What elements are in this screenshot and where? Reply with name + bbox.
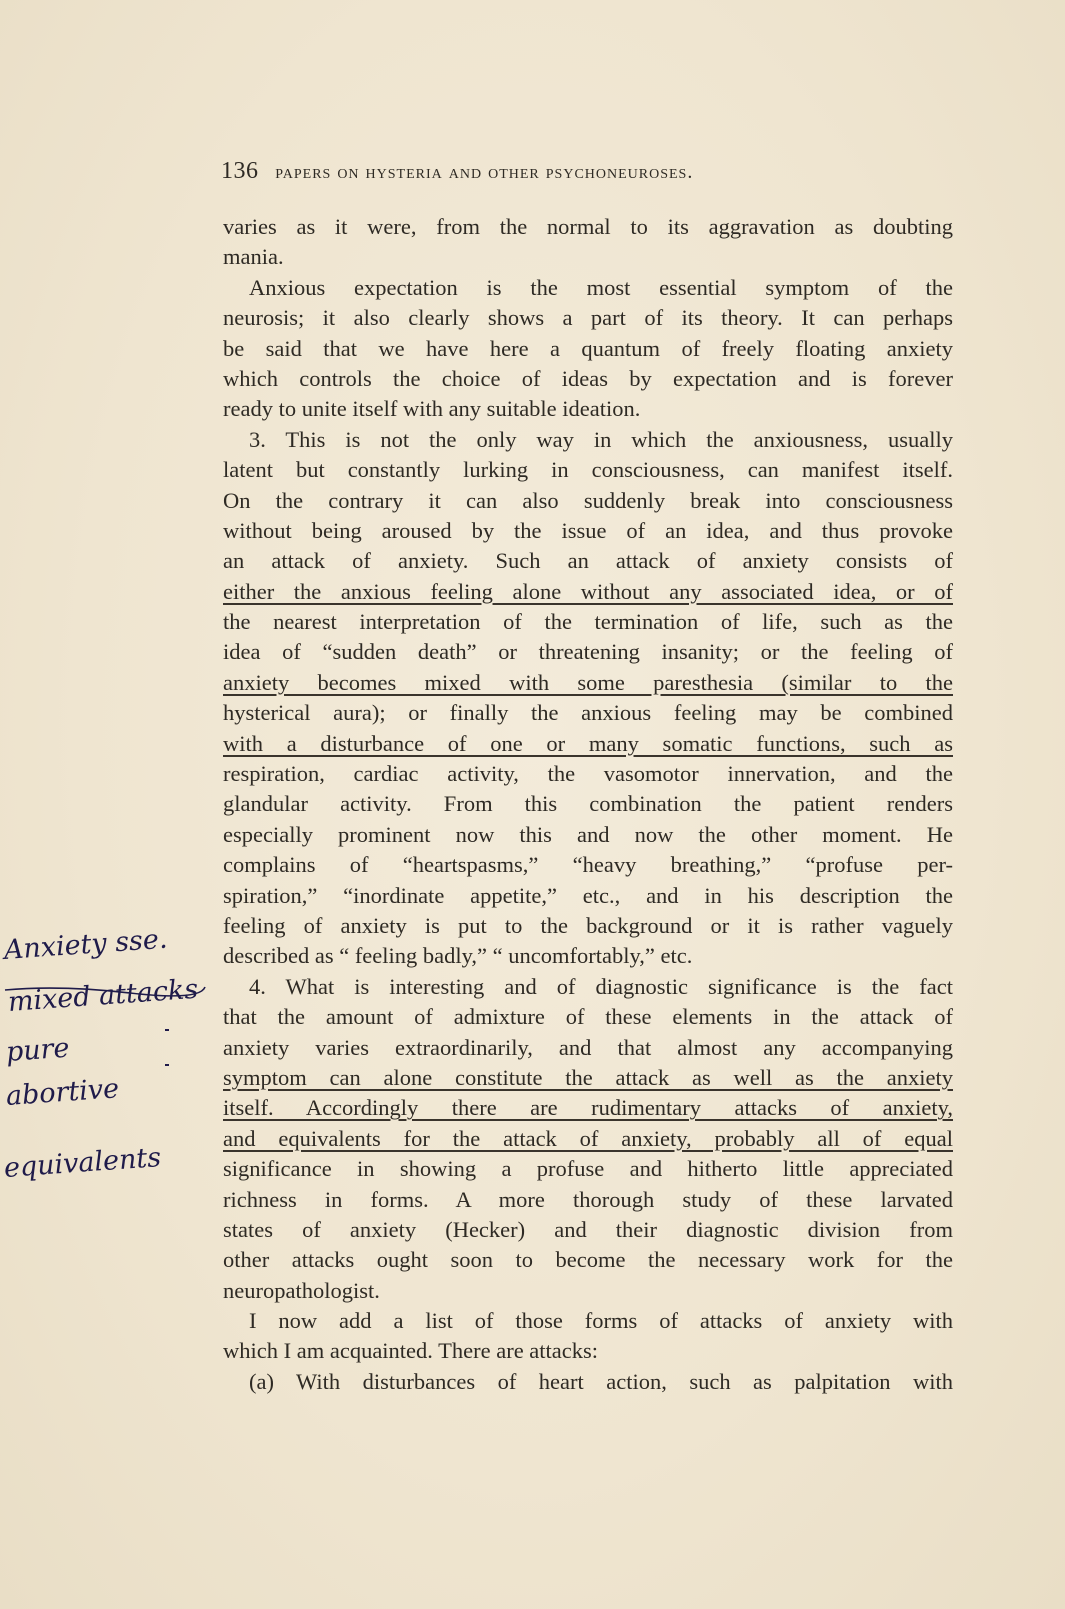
- text-line: varies as it were, from the normal to its aggravation as doubting: [223, 214, 953, 239]
- text-line: and equivalents for the attack of anxiety, probably all of equal: [223, 1125, 953, 1151]
- text-line: I now add a list of those forms of attacks of anxiety with: [249, 1308, 953, 1334]
- text-line: be said that we have here a quantum of freely floating anxiety: [223, 335, 953, 361]
- text-line: which controls the choice of ideas by expectation and is forever: [223, 365, 953, 391]
- text-line: symptom can alone constitute the attack as well as the anxiety: [223, 1064, 953, 1090]
- text-line: ready to unite itself with any suitable ideation.: [223, 396, 641, 422]
- text-line: other attacks ought soon to become the necessary work for the: [223, 1247, 953, 1273]
- text-line: the nearest interpretation of the termination of life, such as the: [223, 609, 953, 635]
- text-line: that the amount of admixture of these elements in the attack of: [223, 1004, 953, 1030]
- margin-note: pure: [4, 1032, 71, 1068]
- text-line: latent but constantly lurking in consciousness, can manifest itself.: [223, 457, 953, 483]
- text-line: 3. This is not the only way in which the anxiousness, usually: [249, 426, 953, 452]
- text-line: glandular activity. From this combination the patient renders: [223, 791, 953, 817]
- text-line: complains of “heartspasms,” “heavy breathing,” “profuse per-: [223, 852, 953, 878]
- text-line: anxiety varies extraordinarily, and that almost any accompanying: [223, 1034, 953, 1060]
- margin-note: equivalents: [2, 1142, 163, 1184]
- text-line: which I am acquainted. There are attacks:: [223, 1338, 599, 1364]
- margin-note: abortive: [4, 1073, 121, 1112]
- text-line: Anxious expectation is the most essential symptom of the: [249, 274, 953, 300]
- text-line: with a disturbance of one or many somatic functions, such as: [223, 730, 953, 756]
- text-line: neurosis; it also clearly shows a part of its theory. It can perhaps: [223, 305, 953, 331]
- text-line: without being aroused by the issue of an idea, and thus provoke: [223, 517, 953, 543]
- text-line: richness in forms. A more thorough study of these larvated: [223, 1186, 953, 1212]
- text-line: itself. Accordingly there are rudimentary attacks of anxiety,: [223, 1095, 953, 1121]
- text-line: spiration,” “inordinate appetite,” etc., and in his description the: [223, 882, 953, 908]
- margin-note: mixed attacks: [6, 973, 200, 1018]
- text-line: an attack of anxiety. Such an attack of anxiety consists of: [223, 548, 953, 574]
- text-line: described as “ feeling badly,” “ uncomfortably,” etc.: [223, 943, 693, 969]
- text-line: especially prominent now this and now the other moment. He: [223, 821, 953, 847]
- text-line: (a) With disturbances of heart action, such as palpitation with: [249, 1368, 953, 1394]
- body-text: [223, 212, 953, 1397]
- handwritten-margin-notes: [0, 923, 215, 1205]
- text-line: idea of “sudden death” or threatening insanity; or the feeling of: [223, 639, 953, 665]
- text-line: neuropathologist.: [223, 1277, 380, 1303]
- text-line: significance in showing a profuse and hitherto little appreciated: [223, 1156, 953, 1182]
- text-line: anxiety becomes mixed with some paresthesia (similar to the: [223, 669, 953, 695]
- page-number: 136: [221, 158, 259, 184]
- margin-note: Anxiety sse.: [2, 923, 169, 966]
- text-line: 4. What is interesting and of diagnostic significance is the fact: [249, 973, 953, 999]
- running-header: [221, 158, 893, 185]
- running-title: papers on hysteria and other psychoneuroses.: [275, 161, 694, 183]
- text-line: respiration, cardiac activity, the vasomotor innervation, and the: [223, 761, 953, 787]
- text-line: On the contrary it can also suddenly break into consciousness: [223, 487, 953, 513]
- text-line: either the anxious feeling alone without any associated idea, or of: [223, 578, 953, 604]
- text-line: hysterical aura); or finally the anxious feeling may be combined: [223, 700, 953, 726]
- text-line: feeling of anxiety is put to the background or it is rather vaguely: [223, 912, 953, 938]
- text-line: states of anxiety (Hecker) and their diagnostic division from: [223, 1216, 953, 1242]
- text-line: mania.: [223, 244, 284, 270]
